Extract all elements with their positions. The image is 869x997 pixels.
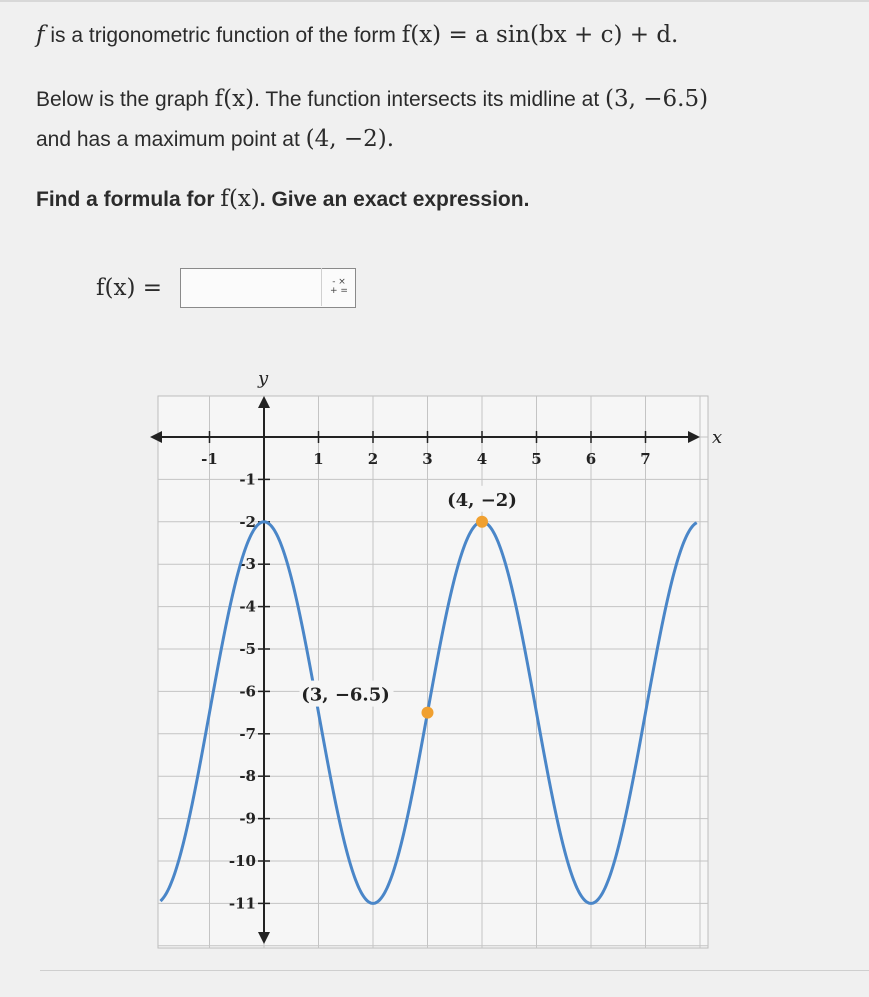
y-tick-label: -3	[239, 555, 256, 574]
x-axis-label: x	[712, 427, 723, 448]
math-button-bottom: + =	[330, 286, 348, 296]
question-line	[36, 186, 529, 212]
x-tick-label: -1	[201, 450, 218, 468]
f-variable: f	[36, 22, 45, 48]
y-tick-label: -5	[239, 640, 256, 658]
y-tick-label: -10	[228, 852, 256, 870]
problem-line-1	[36, 22, 678, 48]
max-point-text: and has a maximum point at	[36, 128, 300, 151]
graph-svg	[150, 360, 723, 960]
midline-point-label: (3, −6.5)	[301, 684, 390, 706]
graph	[150, 360, 723, 960]
fx-symbol: f(x)	[214, 86, 255, 112]
y-tick-label: -9	[239, 809, 256, 828]
y-tick-label: -1	[239, 470, 256, 489]
bottom-divider	[40, 970, 869, 971]
question-post: . Give an exact expression.	[259, 188, 530, 211]
math-symbols-button[interactable]	[321, 268, 356, 306]
midline-point: (3, −6.5)	[605, 86, 709, 112]
question-pre: Find a formula for	[36, 188, 215, 211]
x-tick-label: 7	[640, 450, 651, 468]
math-button-top: - ×	[332, 277, 346, 287]
midline-point-marker	[422, 707, 434, 719]
x-tick-label: 2	[367, 450, 379, 468]
y-axis-label: y	[258, 368, 269, 389]
max-point-label: (4, −2)	[447, 489, 517, 511]
answer-row	[96, 268, 356, 308]
y-tick-label: -6	[239, 682, 256, 701]
max-point-marker	[476, 516, 488, 528]
x-axis-left-arrow	[150, 431, 162, 443]
y-tick-label: -7	[239, 724, 256, 743]
y-tick-label: -8	[239, 767, 256, 786]
midline-text: . The function intersects its midline at	[254, 88, 600, 111]
x-tick-label: 4	[476, 450, 488, 468]
answer-label: f(x) =	[96, 275, 163, 301]
y-tick-label: -11	[228, 894, 256, 913]
problem-line-2	[36, 86, 708, 112]
graph-intro-text: Below is the graph	[36, 88, 209, 111]
answer-input-wrap	[180, 268, 356, 308]
function-form: f(x) = a sin(bx + c) + d.	[401, 22, 679, 48]
top-divider	[0, 0, 869, 2]
x-tick-label: 1	[313, 450, 324, 468]
x-tick-label: 5	[531, 450, 542, 468]
x-tick-label: 6	[585, 450, 597, 468]
x-tick-label: 3	[422, 450, 433, 468]
problem-intro-text: is a trigonometric function of the form	[50, 24, 396, 47]
question-fx: f(x)	[220, 186, 260, 212]
max-point: (4, −2).	[305, 126, 395, 152]
y-tick-label: -4	[239, 597, 256, 616]
problem-line-3	[36, 126, 394, 152]
y-tick-label: -2	[239, 512, 256, 531]
